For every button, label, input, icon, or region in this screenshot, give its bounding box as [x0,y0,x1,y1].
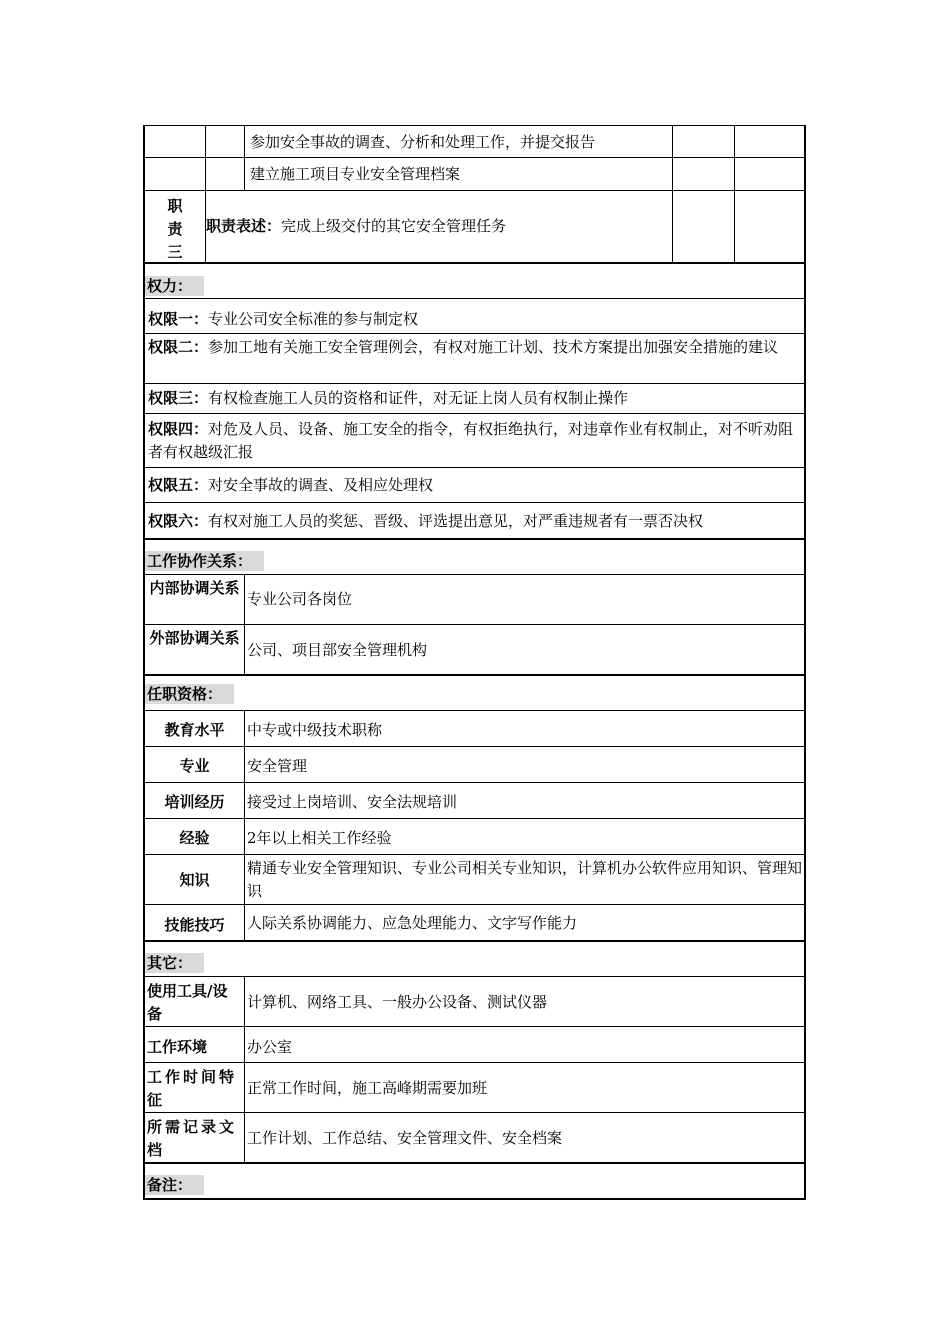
duty-row [143,158,806,191]
qualification-row: 知识 精通专业安全管理知识、专业公司相关专业知识，计算机办公软件应用知识、管理知识 [143,855,806,905]
duty-three-row [143,191,806,264]
cooperation-row: 内部协调关系 专业公司各岗位 [143,575,806,625]
section-title: 权力： [145,276,204,296]
section-title: 任职资格： [145,684,234,704]
section-title: 工作协作关系： [145,551,264,571]
authority-item: 权限一：专业公司安全标准的参与制定权 [143,299,806,334]
section-title: 备注： [145,1175,204,1195]
other-row: 工作环境 办公室 [143,1027,806,1063]
section-title: 其它： [145,953,204,973]
qualification-row: 培训经历 接受过上岗培训、安全法规培训 [143,783,806,819]
other-row: 所需记录文档 工作计划、工作总结、安全管理文件、安全档案 [143,1113,806,1164]
other-row: 使用工具/设备 计算机、网络工具、一般办公设备、测试仪器 [143,977,806,1027]
qualification-row: 教育水平 中专或中级技术职称 [143,711,806,747]
duty-task-text: 参加安全事故的调查、分析和处理工作，并提交报告 [250,133,596,151]
duty-three-desc: 职责表述：完成上级交付的其它安全管理任务 [206,217,507,235]
authority-item: 权限六：有权对施工人员的奖惩、晋级、评选提出意见，对严重违规者有一票否决权 [143,503,806,540]
authority-item: 权限四：对危及人员、设备、施工安全的指令，有权拒绝执行，对违章作业有权制止，对不听劝阻者有权越级汇报 [143,414,806,468]
authority-header [143,264,806,299]
qualification-row: 专业 安全管理 [143,747,806,783]
duty-three-label: 职 责 三 [167,197,183,261]
qualification-header [143,676,806,711]
other-header [143,942,806,977]
authority-item: 权限三：有权检查施工人员的资格和证件，对无证上岗人员有权制止操作 [143,384,806,414]
duty-task-text: 建立施工项目专业安全管理档案 [250,165,461,183]
remarks-row [143,1164,806,1200]
cooperation-row: 外部协调关系 公司、项目部安全管理机构 [143,625,806,676]
qualification-row: 技能技巧 人际关系协调能力、应急处理能力、文字写作能力 [143,905,806,942]
qualification-row: 经验 2年以上相关工作经验 [143,819,806,855]
cooperation-header [143,540,806,575]
other-row: 工作时间特征 正常工作时间，施工高峰期需要加班 [143,1063,806,1113]
job-description-page [143,125,806,1200]
authority-item: 权限五：对安全事故的调查、及相应处理权 [143,468,806,503]
authority-item: 权限二：参加工地有关施工安全管理例会，有权对施工计划、技术方案提出加强安全措施的建议 [143,334,806,384]
duty-row [143,125,806,158]
